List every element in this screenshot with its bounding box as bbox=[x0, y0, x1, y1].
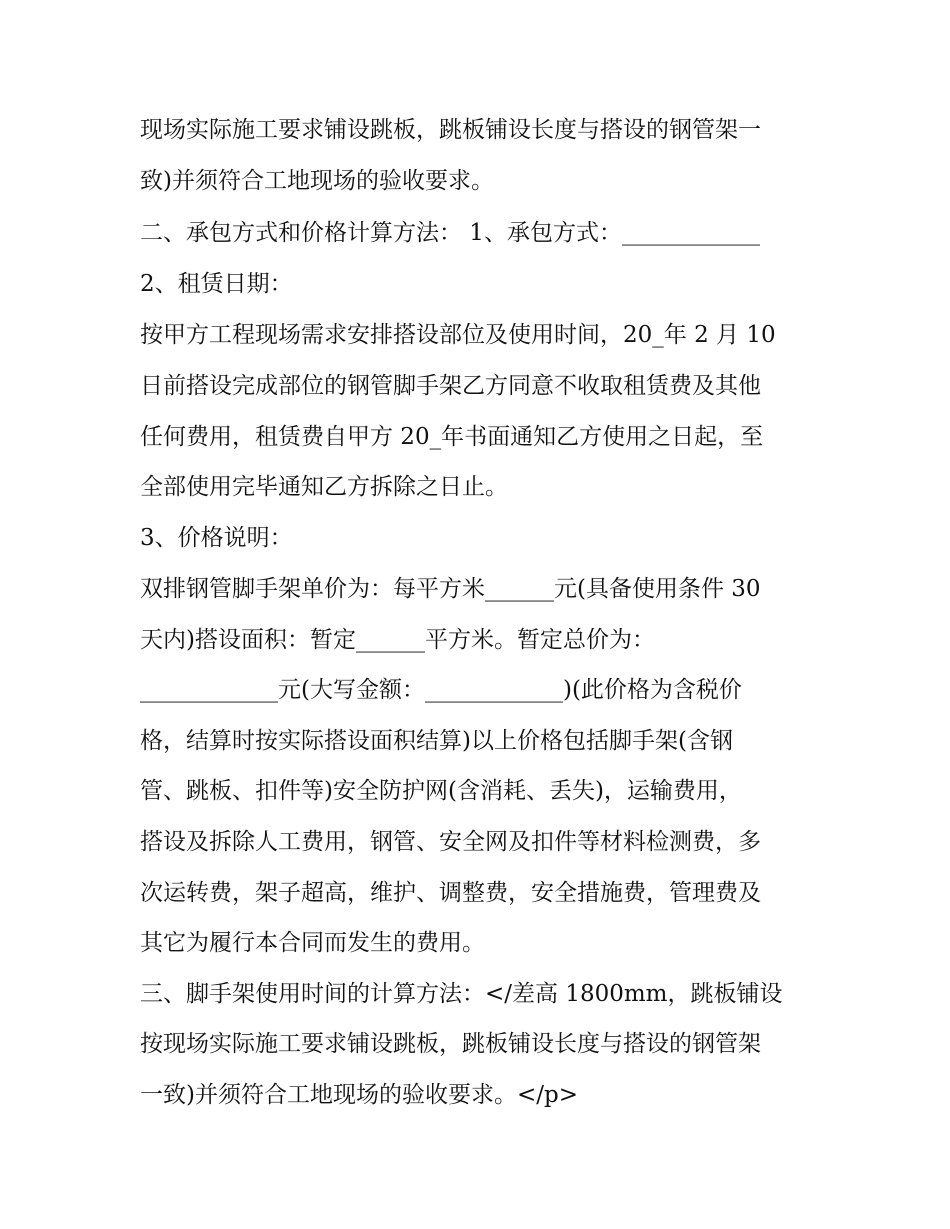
section-heading-usage-time: 三、脚手架使用时间的计算方法：</差高 1800mm，跳板铺设 bbox=[140, 981, 783, 1007]
text-line: 双排钢管脚手架单价为：每平方米______元(具备使用条件 30 bbox=[140, 576, 761, 602]
text-line: 按甲方工程现场需求安排搭设部位及使用时间，20_年 2 月 10 bbox=[140, 322, 776, 348]
text-line: 管、跳板、扣件等)安全防护网(含消耗、丢失)，运输费用， bbox=[140, 778, 742, 804]
text-line: 天内)搭设面积：暂定______平方米。暂定总价为： bbox=[140, 627, 655, 653]
subheading-lease-date: 2、租赁日期： bbox=[140, 271, 293, 297]
text-line: 致)并须符合工地现场的验收要求。 bbox=[140, 168, 494, 194]
text-line: 一致)并须符合工地现场的验收要求。</p> bbox=[140, 1082, 578, 1108]
text-line: 搭设及拆除人工费用，钢管、安全网及扣件等材料检测费，多 bbox=[140, 829, 761, 855]
text-line: 日前搭设完成部位的钢管脚手架乙方同意不收取租赁费及其他 bbox=[140, 373, 761, 399]
section-heading-contract-method: 二、承包方式和价格计算方法： 1、承包方式：____________ bbox=[140, 220, 760, 246]
text-line: 全部使用完毕通知乙方拆除之日止。 bbox=[140, 474, 508, 500]
text-line: 任何费用，租赁费自甲方 20_年书面通知乙方使用之日起，至 bbox=[140, 424, 764, 450]
text-line: 格，结算时按实际搭设面积结算)以上价格包括脚手架(含钢 bbox=[140, 728, 733, 754]
subheading-price-notes: 3、价格说明： bbox=[140, 525, 293, 551]
text-line: 按现场实际施工要求铺设跳板，跳板铺设长度与搭设的钢管架 bbox=[140, 1031, 761, 1057]
text-line: 现场实际施工要求铺设跳板，跳板铺设长度与搭设的钢管架一 bbox=[140, 117, 761, 143]
text-line: 其它为履行本合同而发生的费用。 bbox=[140, 930, 485, 956]
text-line: ____________元(大写金额：____________)(此价格为含税价 bbox=[140, 677, 742, 703]
text-line: 次运转费，架子超高，维护、调整费，安全措施费，管理费及 bbox=[140, 880, 761, 906]
